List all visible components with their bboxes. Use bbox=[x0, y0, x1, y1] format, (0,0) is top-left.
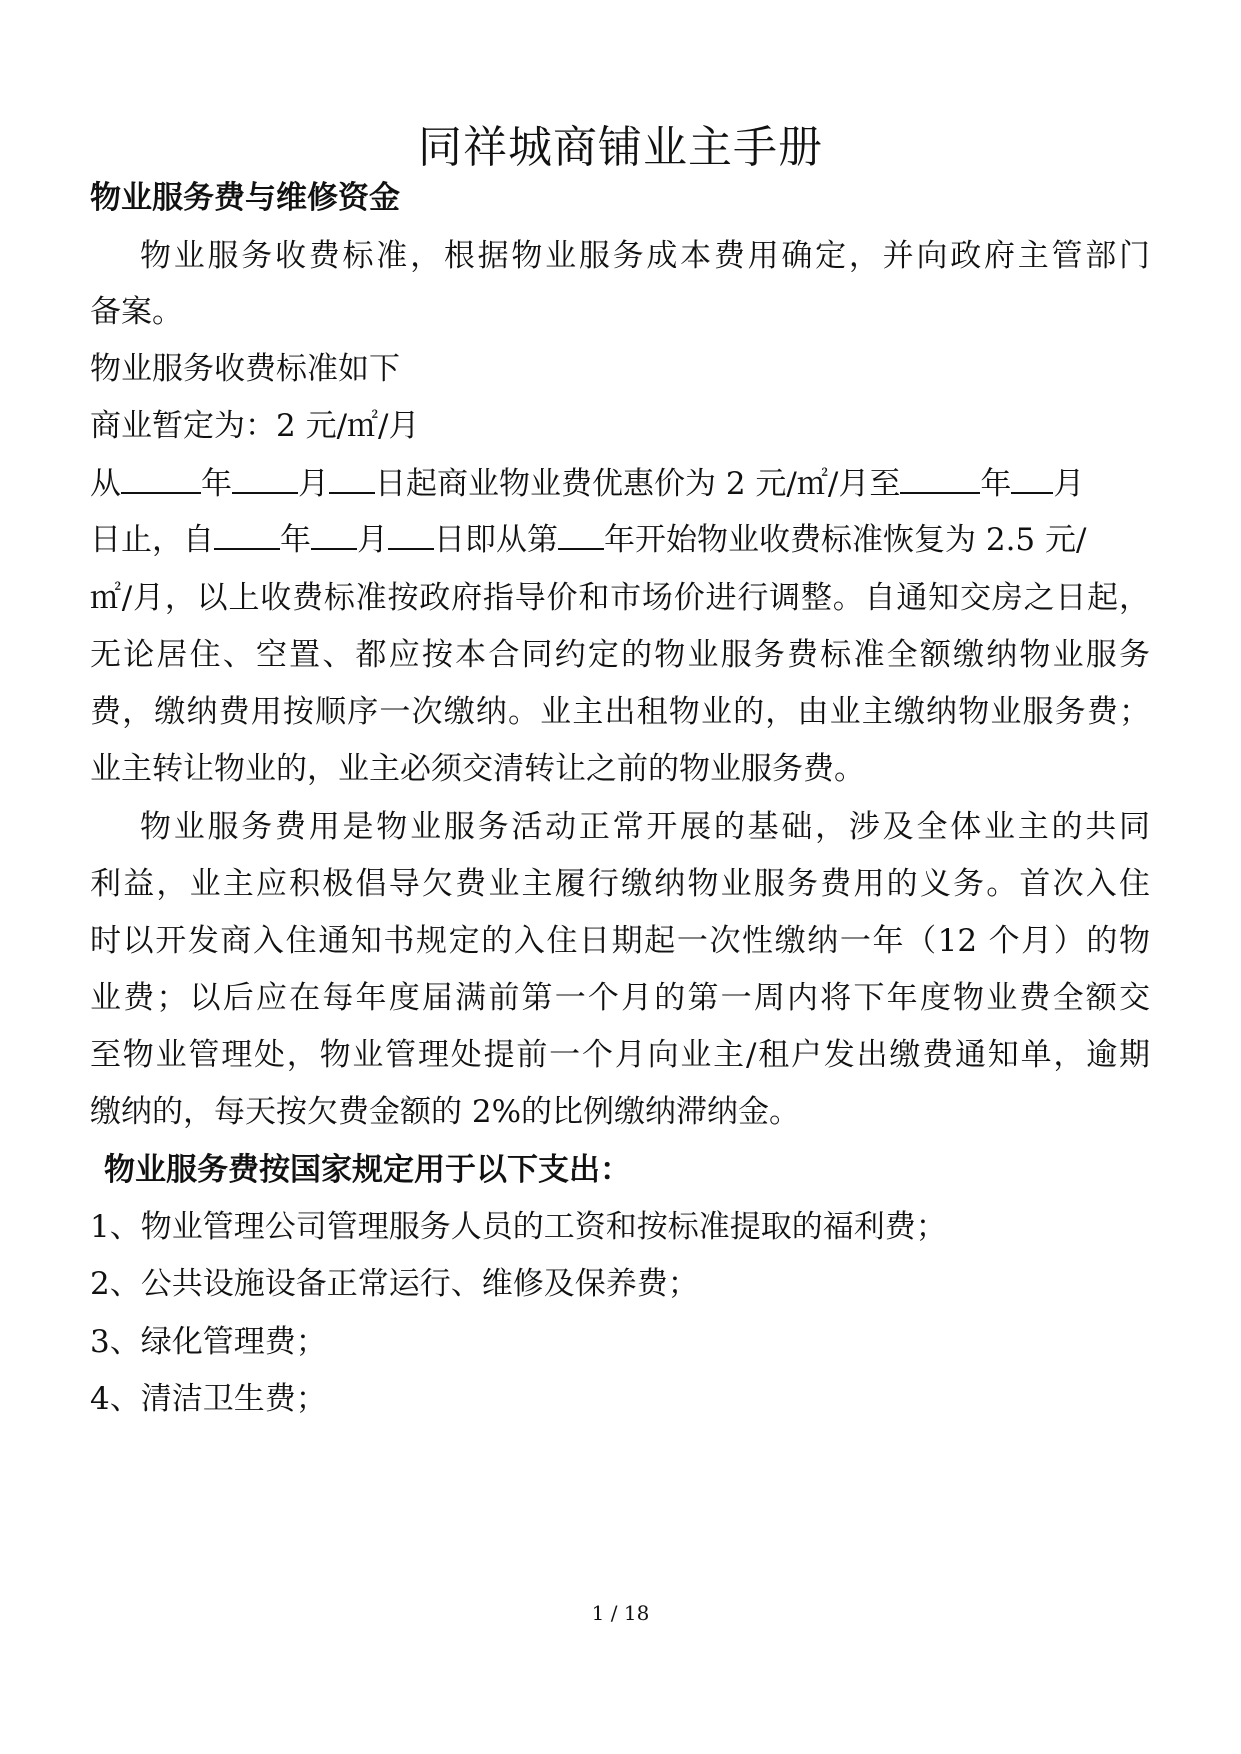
blank-field[interactable] bbox=[232, 466, 298, 494]
blank-field[interactable] bbox=[214, 522, 280, 550]
commercial-rate-line: 商业暂定为：2 元/㎡/月 bbox=[90, 408, 420, 444]
fill-text: 月 bbox=[298, 466, 329, 502]
list-item: 4、清洁卫生费； bbox=[90, 1381, 327, 1417]
page-number: 1 / 18 bbox=[591, 1601, 650, 1625]
paragraph-line: 缴纳的，每天按欠费金额的 2%的比例缴纳滞纳金。 bbox=[90, 1094, 801, 1130]
expenses-subheading: 物业服务费按国家规定用于以下支出： bbox=[104, 1152, 631, 1188]
blank-field[interactable] bbox=[558, 522, 604, 550]
fill-text: 年 bbox=[980, 466, 1012, 502]
paragraph-line: 物业服务收费标准，根据物业服务成本费用确定，并向政府主管部门 bbox=[140, 238, 1150, 274]
fill-text: 年开始物业收费标准恢复为 2.5 元/ bbox=[604, 522, 1087, 558]
list-item: 1、物业管理公司管理服务人员的工资和按标准提取的福利费； bbox=[90, 1209, 947, 1245]
document-title: 同祥城商铺业主手册 bbox=[418, 122, 823, 173]
paragraph-line: 利益，业主应积极倡导欠费业主履行缴纳物业服务费用的义务。首次入住 bbox=[90, 866, 1150, 902]
fill-in-line-2 bbox=[90, 518, 1150, 562]
fill-text: 日止，自 bbox=[90, 522, 214, 558]
fill-text: 从 bbox=[90, 466, 121, 502]
fill-text: 月 bbox=[1053, 466, 1085, 502]
blank-field[interactable] bbox=[1011, 466, 1053, 494]
fill-text: 月 bbox=[357, 522, 388, 558]
blank-field[interactable] bbox=[388, 522, 434, 550]
blank-field[interactable] bbox=[329, 466, 375, 494]
list-item: 3、绿化管理费； bbox=[90, 1324, 327, 1360]
paragraph-line: 物业服务费用是物业服务活动正常开展的基础，涉及全体业主的共同 bbox=[140, 809, 1150, 845]
paragraph-line: 备案。 bbox=[90, 294, 183, 330]
list-item: 2、公共设施设备正常运行、维修及保养费； bbox=[90, 1266, 699, 1302]
blank-field[interactable] bbox=[121, 466, 201, 494]
blank-field[interactable] bbox=[900, 466, 980, 494]
paragraph-line: 时以开发商入住通知书规定的入住日期起一次性缴纳一年（12 个月）的物 bbox=[90, 923, 1150, 959]
paragraph-line: 业费；以后应在每年度届满前第一个月的第一周内将下年度物业费全额交 bbox=[90, 980, 1150, 1016]
fill-text: 年 bbox=[280, 522, 311, 558]
blank-field[interactable] bbox=[311, 522, 357, 550]
section-heading: 物业服务费与维修资金 bbox=[90, 180, 400, 216]
paragraph-line: 至物业管理处，物业管理处提前一个月向业主/租户发出缴费通知单，逾期 bbox=[90, 1037, 1150, 1073]
fill-text: 年 bbox=[201, 466, 232, 502]
paragraph-line: 无论居住、空置、都应按本合同约定的物业服务费标准全额缴纳物业服务 bbox=[90, 637, 1150, 673]
paragraph-line: 费，缴纳费用按顺序一次缴纳。业主出租物业的，由业主缴纳物业服务费； bbox=[90, 694, 1150, 730]
fill-in-line-1 bbox=[90, 462, 1150, 506]
standard-line: 物业服务收费标准如下 bbox=[90, 351, 400, 387]
paragraph-line: 业主转让物业的，业主必须交清转让之前的物业服务费。 bbox=[90, 751, 865, 787]
paragraph-line: ㎡/月，以上收费标准按政府指导价和市场价进行调整。自通知交房之日起， bbox=[90, 580, 1150, 616]
fill-text: 日即从第 bbox=[434, 522, 558, 558]
fill-text: 日起商业物业费优惠价为 2 元/㎡/月至 bbox=[375, 466, 901, 502]
